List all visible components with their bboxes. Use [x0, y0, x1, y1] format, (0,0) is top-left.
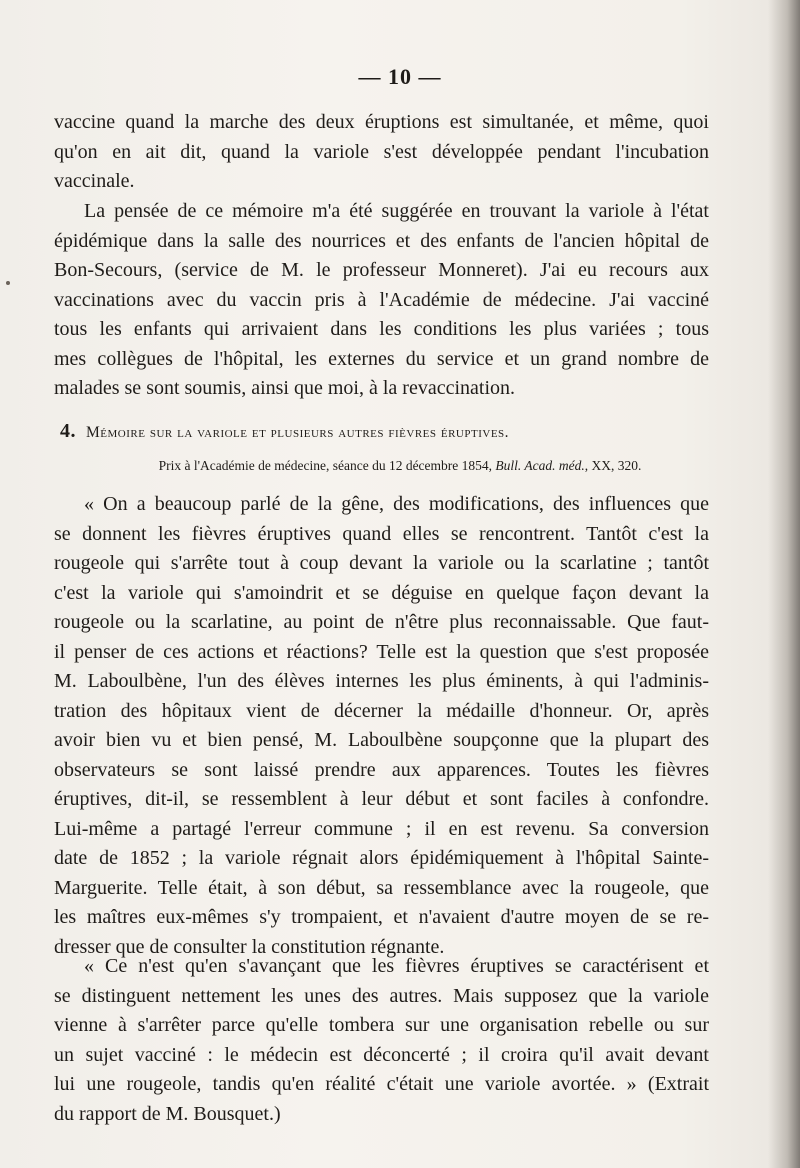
page-edge-shadow [768, 0, 800, 1168]
text-line: « Ce n'est qu'en s'avançant que les fièvres éruptives se caractérisent et [84, 955, 709, 977]
text-line: qu'on en ait dit, quand la variole s'est développée pendant l'incubation [54, 140, 709, 163]
text-line: date de 1852 ; la variole régnait alors épidémiquement à l'hôpital Sainte- [54, 847, 709, 869]
text-line: Bon-Secours, (service de M. le professeur Monneret). J'ai eu recours aux [54, 259, 709, 281]
text-line: rougeole ou la scarlatine, au point de n'être plus reconnaissable. Que faut- [54, 611, 709, 633]
text-line: vaccinations avec du vaccin pris à l'Académie de médecine. J'ai vacciné [54, 288, 709, 311]
text-line: vaccine quand la marche des deux éruptions est simultanée, et même, quoi [54, 111, 709, 133]
text-line: éruptives, dit-il, se ressemblent à leur début et sont faciles à confondre. [54, 788, 709, 810]
text-line: il penser de ces actions et réactions? Telle est la question que s'est proposée [54, 640, 709, 663]
paragraph-1 [54, 108, 709, 197]
text-line: tration des hôpitaux vient de décerner la médaille d'honneur. Or, après [54, 699, 709, 722]
paragraph-4 [54, 952, 709, 1129]
citation-suffix: , XX, 320. [584, 458, 642, 473]
text-line: La pensée de ce mémoire m'a été suggérée en trouvant la variole à l'état [84, 200, 709, 222]
text-line: dresser que de consulter la constitution régnante. [54, 935, 445, 958]
text-line: « On a beaucoup parlé de la gêne, des modifications, des influences que [84, 493, 709, 515]
text-line: mes collègues de l'hôpital, les externes du service et un grand nombre de [54, 347, 709, 370]
text-line: observateurs se sont laissé prendre aux apparences. Toutes les fièvres [54, 758, 709, 781]
text-line: les maîtres eux-mêmes s'y trompaient, et n'avaient d'autre moyen de se re- [54, 906, 709, 928]
section-citation [0, 458, 800, 474]
citation-journal: Bull. Acad. méd. [495, 458, 585, 473]
text-line: avoir bien vu et bien pensé, M. Laboulbène soupçonne que la plupart des [54, 729, 709, 751]
text-line: épidémique dans la salle des nourrices et des enfants de l'ancien hôpital de [54, 229, 709, 252]
text-line: du rapport de M. Bousquet.) [54, 1102, 281, 1125]
citation-prefix: Prix à l'Académie de médecine, séance du 12 décembre 1854, [158, 458, 496, 473]
paragraph-3 [54, 490, 709, 962]
text-line: c'est la variole qui s'amoindrit et se déguise en quelque façon devant la [54, 581, 709, 604]
margin-mark [6, 281, 10, 285]
text-line: vienne à s'arrêter parce qu'elle tombera sur une organisation rebelle ou sur [54, 1014, 709, 1036]
text-line: lui une rougeole, tandis qu'en réalité c'était une variole avortée. » (Extrait [54, 1073, 709, 1095]
paragraph-2 [54, 197, 709, 404]
text-line: M. Laboulbène, l'un des élèves internes les plus éminents, à qui l'adminis- [54, 670, 709, 692]
text-line: tous les enfants qui arrivaient dans les conditions les plus variées ; tous [54, 318, 709, 340]
section-heading [60, 420, 700, 443]
page-number: — 10 — [358, 64, 442, 89]
section-number: 4. [60, 420, 76, 442]
text-line: se donnent les fièvres éruptives quand elles se rencontrent. Tantôt c'est la [54, 522, 709, 545]
text-line: se distinguent nettement les unes des autres. Mais supposez que la variole [54, 984, 709, 1007]
text-line: un sujet vacciné : le médecin est déconcerté ; il croira qu'il avait devant [54, 1043, 709, 1066]
text-line: rougeole qui s'arrête tout à coup devant la variole ou la scarlatine ; tantôt [54, 552, 709, 574]
section-title: Mémoire sur la variole et plusieurs autres fièvres éruptives. [86, 424, 510, 441]
text-line: Lui-même a partagé l'erreur commune ; il en est revenu. Sa conversion [54, 817, 709, 840]
text-line: Marguerite. Telle était, à son début, sa ressemblance avec la rougeole, que [54, 876, 709, 899]
text-line: malades se sont soumis, ainsi que moi, à la revaccination. [54, 377, 515, 399]
text-line: vaccinale. [54, 170, 135, 192]
